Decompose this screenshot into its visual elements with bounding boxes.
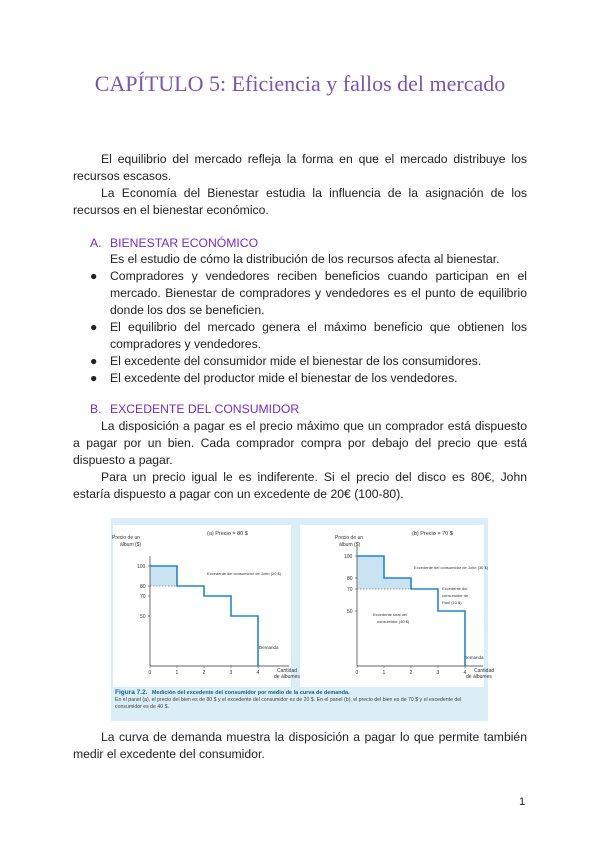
panel-b-ylabel-2: álbum ($) [339,542,361,548]
panel-b-paul-label-2: consumidor de [442,593,469,598]
section-a-bullets [90,268,527,387]
figure-number: Figura 7.2. [115,689,148,696]
y-tick-label: 100 [344,554,353,560]
x-tick-label: 0 [148,670,152,676]
section-b-letter: B. [90,402,102,416]
list-item: ● El excedente del consumidor mide el bienestar de los consumidores. [90,354,482,368]
y-tick-label: 80 [347,576,353,582]
panel-a-demand-label: Demanda [259,645,279,650]
surplus-area [384,578,411,589]
figure-title: Medición del excedente del consumidor por medio de la curva de demanda. [151,690,350,696]
figure-caption-text: En el panel (a), el precio del bien es de 80 $ y el excedente del consumidor es de 20 $. En el panel (b), el precio del bien es de 70 $ y el excedente del consumidor es de 40 $. [115,697,462,710]
x-tick-label: 1 [175,670,179,676]
x-tick-label: 4 [256,670,260,676]
surplus-area [357,556,384,589]
section-b-paragraph-2: Para un precio igual le es indiferente. Si el precio del disco es 80€, John estaría dispuesto a pagar con un excedente de 20€ (100-80). [73,470,527,501]
section-a-lead: Es el estudio de cómo la distribución de los recursos afecta al bienestar. [110,252,500,266]
panel-a-surplus-label: Excedente del consumidor de John (20 $) [207,571,282,576]
surplus-area [150,566,177,586]
x-tick-label: 3 [229,670,233,676]
list-item: ● Compradores y vendedores reciben beneficios cuando participan en el mercado. Bienestar de compradores y vendedores es el punto de equilibrio donde los dos se beneficien. [90,269,527,317]
panel-b-total-label-2: consumidor (40 $) [377,619,410,624]
y-tick-label: 100 [137,564,146,570]
x-tick-label: 0 [355,670,359,676]
x-tick-label: 1 [382,670,386,676]
panel-a-xlabel-2: de álbumes [274,674,300,680]
panel-b-demand-label: Demanda [464,655,484,660]
closing-paragraph: La curva de demanda muestra la disposición a pagar lo que permite también medir el excedente del consumidor. [73,730,527,761]
y-tick-label: 50 [140,614,146,620]
panel-b-xlabel-2: de álbumes [466,674,492,680]
y-tick-label: 70 [347,587,353,593]
x-tick-label: 2 [202,670,206,676]
page-title: CAPÍTULO 5: Eficiencia y fallos del mercado [94,71,506,96]
panel-a-ylabel-1: Precio de un [112,535,141,541]
y-tick-label: 70 [140,594,146,600]
panel-b-background [300,525,484,687]
panel-b-title: (b) Precio = 70 $ [412,531,453,537]
panel-a [112,525,300,687]
x-tick-label: 4 [463,670,467,676]
section-b-title: EXCEDENTE DEL CONSUMIDOR [110,402,300,416]
panel-b-xlabel-1: Cantidad [474,668,495,674]
intro-paragraph-1: El equilibrio del mercado refleja la forma en que el mercado distribuye los recursos escasos. [73,152,527,183]
x-tick-label: 2 [409,670,413,676]
figure-caption [115,689,485,711]
intro-paragraph-2: La Economía del Bienestar estudia la influencia de la asignación de los recursos en el bienestar económico. [73,186,527,217]
section-a-title: BIENESTAR ECONÓMICO [110,236,259,250]
section-a-heading [90,236,258,250]
demand-surplus-figure [111,518,495,721]
panel-b-total-label-1: Excedente total del [373,612,408,617]
y-tick-label: 80 [140,584,146,590]
section-b-paragraph-1: La disposición a pagar es el precio máximo que un comprador está dispuesto a pagar por un bien. Cada comprador compra por debajo del precio que está dispuesto a pagar. [73,419,527,467]
panel-b-paul-label-3: Paul (10 $) [442,600,462,605]
y-tick-label: 50 [347,609,353,615]
section-b-heading [90,402,299,416]
panel-a-ylabel-2: álbum ($) [120,542,142,548]
panel-a-background [113,525,291,687]
list-item: ● El excedente del productor mide el bienestar de los vendedores. [90,371,458,385]
page-number: 1 [519,796,526,808]
panel-a-title: (a) Precio = 80 $ [207,531,248,537]
panel-b-john-label: Excedente del consumidor de John (30 $) [414,565,489,570]
x-tick-label: 3 [436,670,440,676]
panel-b-ylabel-1: Precio de un [335,535,364,541]
panel-b-paul-label-1: Excedente del [442,586,468,591]
section-a-letter: A. [90,236,102,250]
panel-a-xlabel-1: Cantidad [277,668,298,674]
list-item: ● El equilibrio del mercado genera el máximo beneficio que obtienen los compradores y vendedores. [90,320,527,351]
